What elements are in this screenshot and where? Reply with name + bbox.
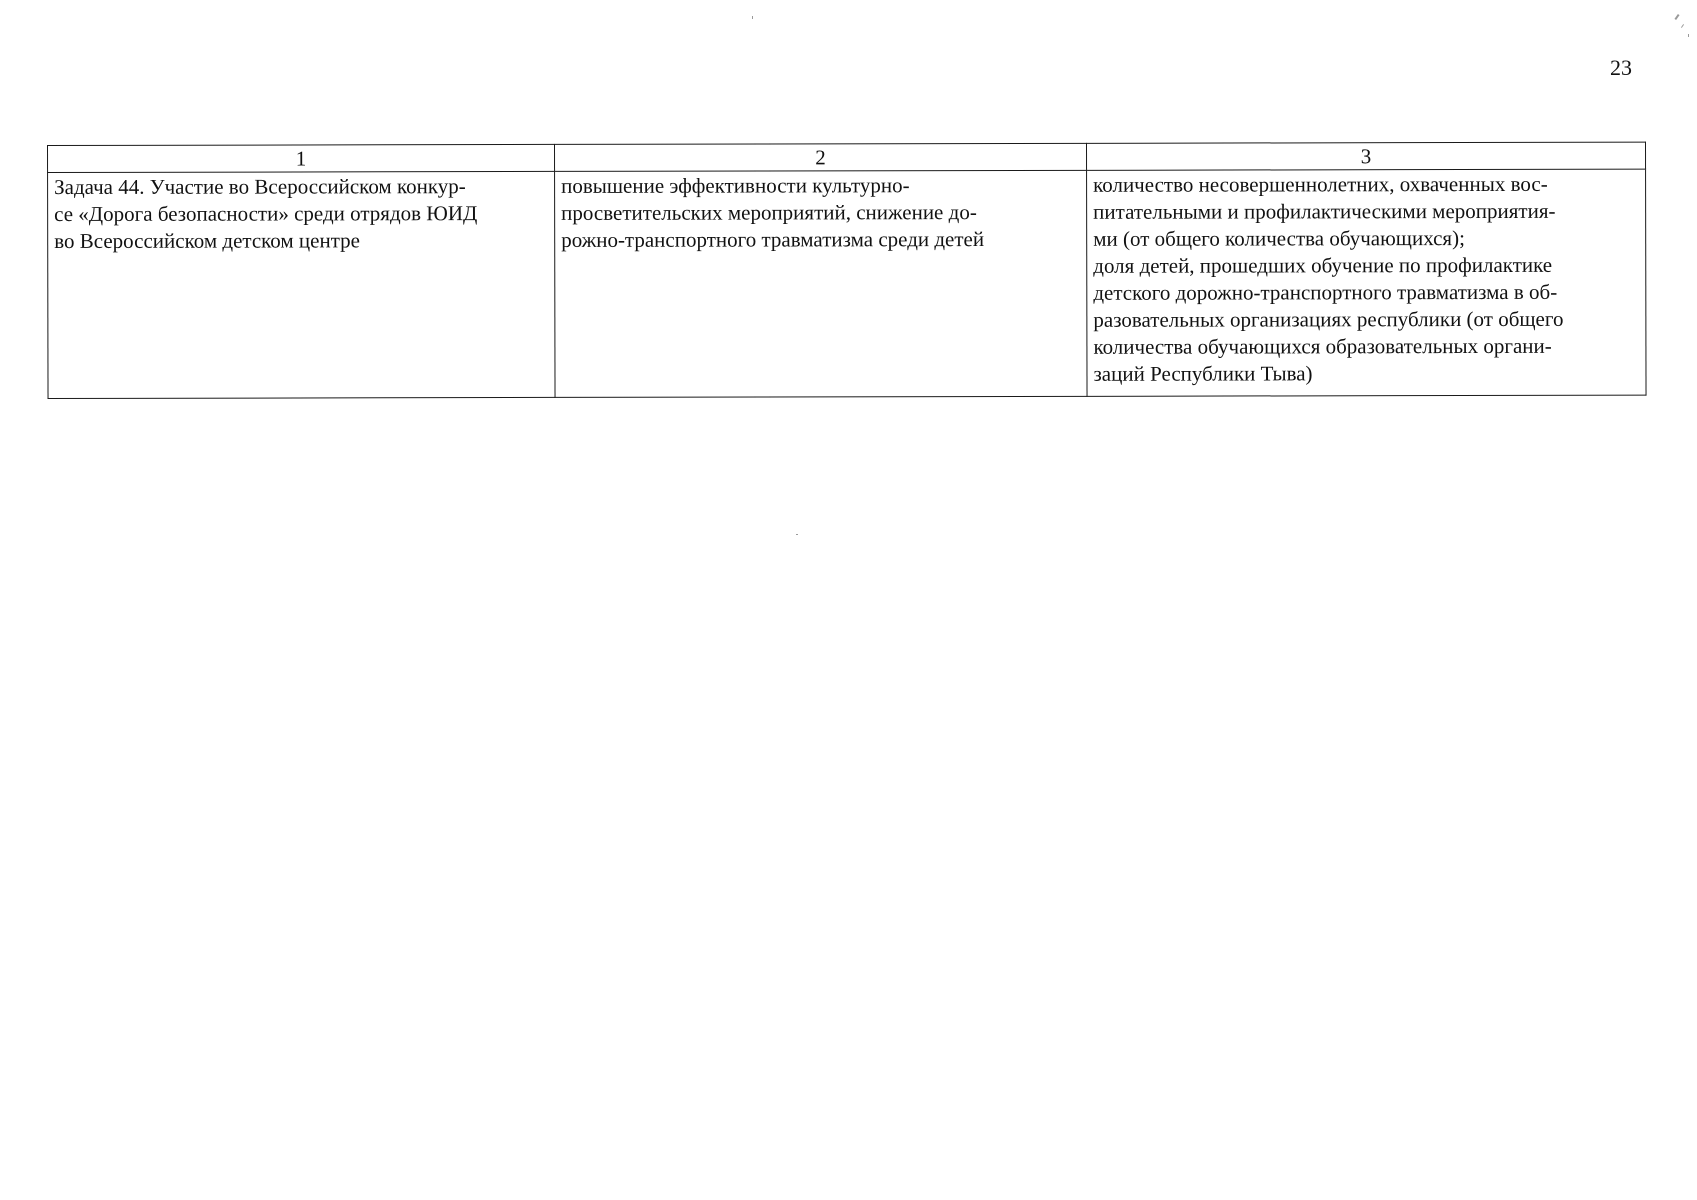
result-text-line: повышение эффективности культурно- — [561, 173, 910, 198]
column-header-1: 1 — [48, 144, 555, 172]
indicator-text-line: количество несовершеннолетних, охваченных вос- — [1093, 171, 1548, 197]
scan-speck — [1688, 34, 1689, 37]
table-row — [48, 169, 1646, 398]
indicator-text-line: разовательных организациях республики (от общего — [1093, 306, 1564, 332]
scan-speck — [796, 534, 798, 535]
data-table — [47, 142, 1647, 399]
scan-speck — [1674, 14, 1679, 20]
indicator-cell — [1087, 169, 1646, 396]
result-text-line: просветительских мероприятий, снижение до- — [561, 200, 977, 225]
task-text-line: во Всероссийском детском центре — [54, 228, 360, 253]
task-cell — [48, 171, 555, 398]
page-number: 23 — [1610, 55, 1632, 80]
indicator-text-line: детского дорожно-транспортного травматизма в об- — [1093, 279, 1558, 305]
column-header-2: 2 — [554, 143, 1086, 171]
indicator-text-line: количества обучающихся образовательных органи- — [1093, 333, 1552, 359]
table-header — [48, 142, 1646, 172]
scan-speck — [752, 16, 753, 19]
column-header-3: 3 — [1086, 142, 1645, 170]
indicator-text-line: ми (от общего количества обучающихся); — [1093, 226, 1465, 251]
result-text-line: рожно-транспортного травматизма среди детей — [561, 227, 985, 252]
task-text-line: се «Дорога безопасности» среди отрядов ЮИД — [54, 201, 478, 226]
indicator-text-line: доля детей, прошедших обучение по профилактике — [1093, 252, 1553, 278]
result-cell — [555, 170, 1087, 397]
scan-speck — [1681, 24, 1684, 28]
header-row — [48, 142, 1646, 172]
table-body — [48, 169, 1646, 398]
task-text-line: Задача 44. Участие во Всероссийском конкур- — [54, 174, 466, 199]
indicator-text-line: питательными и профилактическими мероприятия- — [1093, 198, 1556, 224]
indicator-text-line: заций Республики Тыва) — [1093, 361, 1313, 386]
